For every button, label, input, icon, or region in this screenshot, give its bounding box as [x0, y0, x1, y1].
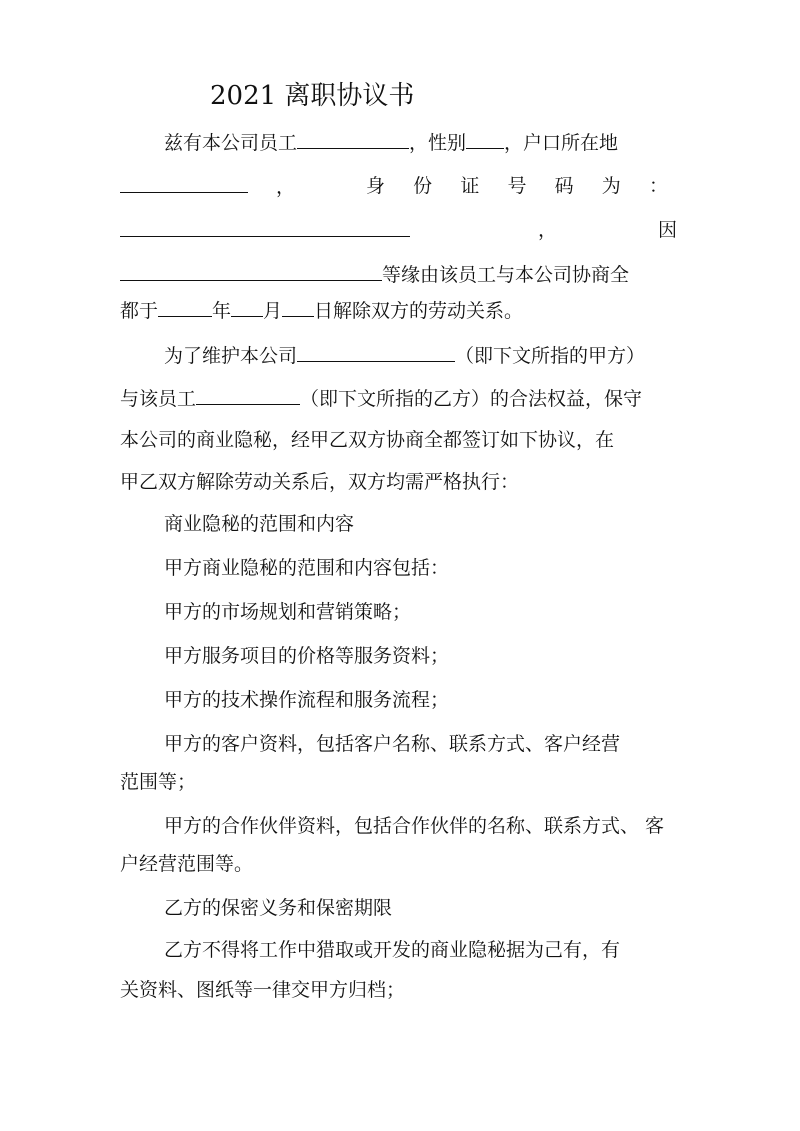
- para2-line3: 本公司的商业隐秘，经甲乙双方协商全都签订如下协议，在: [120, 429, 615, 451]
- list-item: 甲方的市场规划和营销策略；: [164, 601, 412, 623]
- para2-line2: [120, 386, 642, 411]
- list-item: 甲方商业隐秘的范围和内容包括：: [164, 557, 450, 579]
- text-segment: 年: [212, 300, 232, 322]
- text-segment: ，: [276, 176, 296, 198]
- para1-line3-start: [120, 218, 410, 243]
- section-heading: 乙方的保密义务和保密期限: [164, 897, 393, 919]
- para5-line2: 关资料、图纸等一律交甲方归档；: [120, 979, 406, 1001]
- para3-line2: 范围等；: [120, 771, 197, 793]
- spread-char: 份: [413, 175, 433, 197]
- text-segment: 月: [263, 300, 283, 322]
- para4-line2: 户经营范围等。: [120, 853, 254, 875]
- blank-residence: [120, 174, 248, 193]
- spread-char: 码: [554, 175, 574, 197]
- list-item: 甲方的技术操作流程和服务流程；: [164, 689, 450, 711]
- spread-char: 号: [507, 175, 527, 197]
- list-item: 甲方服务项目的价格等服务资料；: [164, 645, 450, 667]
- text-segment: （即下文所指的甲方）: [455, 345, 646, 367]
- blank-reason: [120, 262, 382, 281]
- document-title: 2021 离职协议书: [210, 81, 415, 111]
- blank-employee: [196, 386, 300, 405]
- para2-line4: 甲乙双方解除劳动关系后，双方均需严格执行：: [120, 471, 520, 493]
- blank-id-number: [120, 218, 410, 237]
- para1-line5: [120, 298, 523, 323]
- text-segment: 日解除双方的劳动关系。: [314, 300, 524, 322]
- para2-line1: [164, 343, 645, 368]
- spread-char: 身: [366, 175, 386, 197]
- text-segment: ，户口所在地: [504, 132, 619, 154]
- para1-line4: [120, 262, 629, 287]
- para5-line1: 乙方不得将工作中猎取或开发的商业隐秘据为己有，有: [164, 939, 621, 961]
- text-segment: 兹有本公司员工: [164, 132, 298, 154]
- spread-char: ：: [648, 175, 668, 197]
- blank-gender: [466, 130, 504, 149]
- para4-line1: 甲方的合作伙伴资料，包括合作伙伴的名称、联系方式、 客: [164, 815, 665, 837]
- text-segment: 都于: [120, 300, 159, 322]
- para1-line2-start: [120, 174, 295, 199]
- text-segment: ，性别: [409, 132, 467, 154]
- text-segment: 为了维护本公司: [164, 345, 298, 367]
- blank-company-name: [297, 343, 455, 362]
- blank-month: [231, 298, 263, 317]
- text-segment: 等缘由该员工与本公司协商全: [382, 264, 630, 286]
- spread-char: 为: [601, 175, 621, 197]
- blank-year: [158, 298, 212, 317]
- para1-line3-comma: ，: [538, 219, 558, 241]
- para3-line1: 甲方的客户资料，包括客户名称、联系方式、客户经营: [164, 733, 621, 755]
- para1-line3-yin: 因: [658, 219, 678, 241]
- section-heading: 商业隐秘的范围和内容: [164, 513, 355, 535]
- para1-line1: [164, 130, 618, 155]
- text-segment: （即下文所指的乙方）的合法权益，保守: [300, 388, 643, 410]
- para1-line2-id-label: [366, 174, 668, 198]
- blank-employee-name: [297, 130, 409, 149]
- spread-char: 证: [460, 175, 480, 197]
- text-segment: 与该员工: [120, 388, 197, 410]
- blank-day: [282, 298, 314, 317]
